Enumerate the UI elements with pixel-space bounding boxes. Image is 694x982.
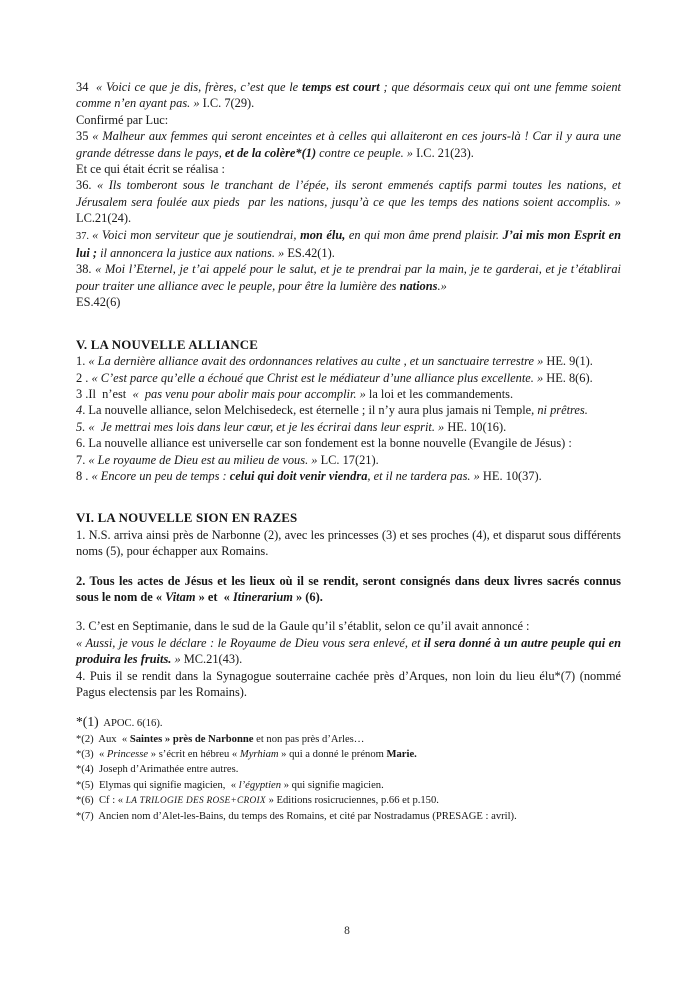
text-run: .» — [437, 278, 447, 293]
text-run: 4. Puis il se rendit dans la Synagogue souterraine cachée près d’Arques, non loin du lieu élu*(7) (nommé Pagus electensis par les Romains). — [76, 668, 625, 699]
heading-v-nouvelle-alliance — [76, 337, 621, 353]
text-run: « Voici ce que je dis, frères, c’est que le — [95, 80, 302, 94]
para-v-3 — [76, 386, 621, 402]
para-v-4 — [76, 402, 621, 418]
para-v-5 — [76, 419, 621, 435]
text-run: I.C. 7(29). — [199, 96, 255, 111]
text-run: « La dernière alliance avait des ordonnances relatives au culte , et un sanctuaire terrestre » — [88, 354, 544, 369]
text-run: HE. 9(1). — [543, 354, 593, 369]
footnote-6 — [76, 793, 621, 809]
para-v-1 — [76, 353, 621, 369]
text-run: 6. La nouvelle alliance est universelle car son fondement est la bonne nouvelle (Evangile de Jésus) : — [76, 436, 572, 451]
text-run: *(7) Ancien nom d’Alet-les-Bains, du temps des Romains, et cité par Nostradamus (PRESAGE : avril). — [76, 811, 517, 823]
para-se-realisa — [76, 161, 621, 177]
text-run: HE. 10(16). — [444, 419, 507, 434]
text-run: ES.42(1). — [284, 246, 335, 261]
para-v-2 — [76, 370, 621, 386]
text-run: contre ce peuple. » — [316, 145, 413, 160]
text-run: 38. — [76, 262, 96, 277]
text-run: APOC. 6(16). — [98, 718, 163, 730]
text-run: 1. — [76, 354, 89, 369]
text-run: mon élu, — [300, 227, 346, 242]
text-run: » qui signifie magicien. — [281, 779, 384, 791]
footnote-4 — [76, 762, 621, 777]
text-run: Confirmé par Luc: — [76, 112, 169, 127]
text-run: 3 .Il n’est — [76, 386, 133, 401]
text-run: Saintes » près de Narbonne — [129, 733, 254, 745]
para-vi-1 — [76, 527, 625, 560]
text-run: Princesse — [106, 749, 149, 760]
text-run: 8 . — [76, 468, 92, 483]
text-run: J’ai mis mon Esprit en lui ; — [76, 227, 625, 261]
para-vi-2 — [76, 573, 625, 606]
text-run: temps est court — [301, 80, 380, 94]
text-run: nations — [399, 278, 438, 293]
blank-line — [76, 311, 621, 324]
text-run: » et « — [195, 589, 233, 604]
text-run: celui qui doit venir viendra — [229, 468, 368, 483]
text-run: I.C. 21(23). — [412, 145, 474, 160]
para-es-42-6 — [76, 294, 621, 310]
text-run: ni prêtres. — [537, 403, 588, 418]
page-number: 8 — [344, 925, 350, 937]
text-run: ; que désormais ceux qui ont une femme soient comme n’en ayant pas. » — [76, 80, 625, 111]
blank-line — [76, 324, 621, 337]
text-run: « Le royaume de Dieu est au milieu de vous. » — [88, 452, 318, 467]
text-run: LC. 17(21). — [317, 452, 379, 467]
para-34 — [76, 79, 625, 112]
text-run: « Moi l’Eternel, je t’ai appelé pour le salut, et je te prendrai par la main, je te garderai, et je t’établirai pour traiter une alliance avec le peuple, pour être la lumière des — [76, 262, 625, 293]
para-36 — [76, 177, 625, 226]
text-run: , et il ne tardera pas. » — [367, 468, 480, 483]
blank-line — [76, 484, 621, 497]
text-run: *(3) « — [76, 749, 107, 760]
text-run: 1. N.S. arriva ainsi près de Narbonne (2), avec les princesses (3) et ses proches (4), et disparut sous différents noms (5), pour échapper aux Romains. — [76, 527, 625, 559]
blank-line — [76, 560, 621, 573]
text-run: » s’écrit en hébreu « — [148, 749, 240, 760]
text-run: 3. C’est en Septimanie, dans le sud de la Gaule qu’il s’établit, selon ce qu’il avait annoncé : — [76, 619, 530, 634]
para-35 — [76, 128, 625, 161]
footnote-5 — [76, 778, 621, 793]
text-run: en qui mon âme prend plaisir. — [345, 227, 503, 242]
text-run: *(5) Elymas qui signifie magicien, « — [76, 779, 239, 791]
footnote-1 — [76, 714, 621, 731]
footnote-2 — [76, 732, 621, 747]
text-run: « Encore un peu de temps : — [91, 468, 230, 483]
text-run: « pas venu pour abolir mais pour accomplir. » — [132, 386, 366, 401]
text-run: « Aussi, je vous le déclare : le Royaume de Dieu vous sera enlevé, et — [76, 635, 424, 650]
text-run: Marie. — [386, 749, 417, 760]
para-v-8 — [76, 468, 621, 484]
text-run: Itinerarium — [232, 589, 293, 604]
heading-vi-nouvelle-sion — [76, 510, 621, 526]
text-run: et non pas près d’Arles… — [253, 733, 365, 745]
text-run: « Voici mon serviteur que je soutiendrai, — [92, 227, 301, 242]
text-run: *(2) Aux « — [76, 733, 130, 745]
text-run: HE. 10(37). — [479, 468, 542, 483]
text-run: » (6). — [292, 589, 323, 604]
para-37 — [76, 227, 625, 262]
para-confirme-par-luc — [76, 112, 621, 128]
text-run: LC.21(24). — [76, 194, 625, 226]
text-run: 2. Tous les actes de Jésus et les lieux où il se rendit, seront consignés dans deux livres sacrés connus sous le nom de « — [76, 573, 625, 604]
text-run: et de la colère*(1) — [224, 145, 317, 160]
text-run: 35 — [76, 129, 93, 144]
text-run: 37. — [76, 230, 93, 242]
text-run: *(1) — [76, 714, 99, 730]
blank-line — [76, 605, 621, 618]
para-vi-3 — [76, 618, 621, 634]
text-run: HE. 8(6). — [543, 370, 593, 385]
text-run: « Je mettrai mes lois dans leur cœur, et je les écrirai dans leur esprit. » — [88, 419, 445, 434]
text-run: 2 . — [76, 370, 92, 385]
para-38 — [76, 261, 625, 294]
para-v-7 — [76, 452, 621, 468]
text-run: il sera donné à un autre peuple qui en produira les fruits. — [76, 635, 625, 667]
text-run: Myrhiam — [239, 749, 279, 760]
text-run: *(4) Joseph d’Arimathée entre autres. — [76, 764, 239, 776]
para-vi-3-quote — [76, 635, 625, 668]
text-run: V. LA NOUVELLE ALLIANCE — [76, 337, 259, 352]
text-run: Et ce qui était écrit se réalisa : — [76, 162, 225, 177]
text-run: » — [171, 652, 181, 667]
para-vi-4 — [76, 668, 625, 701]
text-run: 34 — [76, 80, 96, 94]
text-run: 5. — [76, 419, 89, 434]
para-v-6 — [76, 435, 621, 451]
text-run: LA TRILOGIE DES ROSE+CROIX — [125, 795, 266, 806]
text-run: Vitam — [165, 589, 196, 604]
footnote-7 — [76, 809, 621, 824]
text-run: 4 — [76, 403, 83, 418]
text-run: *(6) Cf : « — [76, 794, 126, 806]
text-run: VI. LA NOUVELLE SION EN RAZES — [76, 511, 298, 526]
text-block — [76, 79, 625, 824]
text-run: « Ils tomberont sous le tranchant de l’épée, ils seront emmenés captifs parmi toutes les nations, et Jérusalem sera foulée aux pieds par les nations, jusqu’à ce que les temps des nations soient accomplis. » — [76, 178, 625, 209]
text-run: « Malheur aux femmes qui seront enceintes et à celles qui allaiteront en ces jours-là ! Car il y aura une grande détresse dans le pays, — [76, 129, 625, 160]
text-run: » qui a donné le prénom — [278, 749, 387, 760]
blank-line — [76, 497, 621, 510]
text-run: » Editions rosicruciennes, p.66 et p.150. — [265, 794, 439, 806]
text-run: il annoncera la justice aux nations. » — [97, 246, 285, 261]
text-run: 7. — [76, 452, 89, 467]
text-run: 36. — [76, 178, 98, 193]
text-run: « C’est parce qu’elle a échoué que Christ est le médiateur d’une alliance plus excellente. » — [91, 370, 544, 385]
footnote-3 — [76, 747, 621, 762]
text-run: l’égyptien — [238, 779, 282, 791]
text-run: . La nouvelle alliance, selon Melchisedeck, est éternelle ; il n’y aura plus jamais ni Temple, — [82, 403, 538, 418]
text-run: ES.42(6) — [76, 295, 121, 310]
text-run: MC.21(43). — [180, 652, 243, 667]
text-run: la loi et les commandements. — [365, 386, 514, 401]
